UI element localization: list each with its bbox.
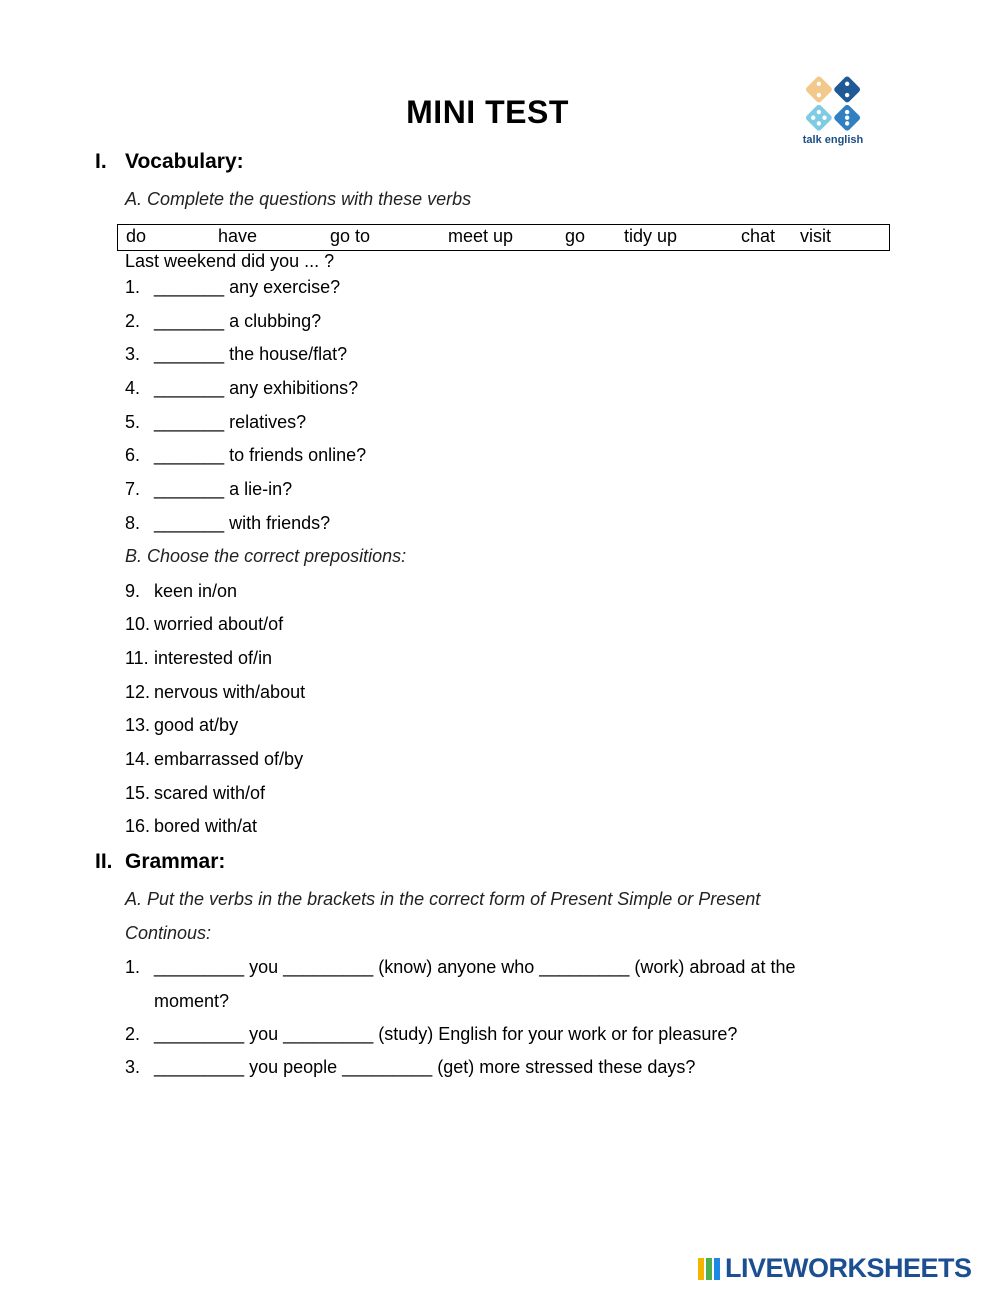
word-bank-item: do [126, 226, 147, 246]
word-bank-item: go to [330, 226, 371, 246]
item-number: 15. [125, 783, 151, 803]
grammar-question-1-continuation: moment? [154, 991, 230, 1011]
item-text: _______ to friends online? [154, 445, 367, 465]
liveworksheets-logo-icon [698, 1258, 720, 1280]
item-text: embarrassed of/by [154, 749, 304, 769]
grammar-part-a-instruction-line2: Continous: [125, 923, 212, 943]
item-number: 14. [125, 749, 151, 769]
vocab-part-b-instruction: B. Choose the correct prepositions: [125, 546, 407, 566]
item-text: interested of/in [154, 648, 273, 668]
item-number: 16. [125, 816, 151, 836]
word-bank-item: visit [800, 226, 831, 246]
item-text: nervous with/about [154, 682, 306, 702]
item-text: _________ you _________ (study) English for your work or for pleasure? [154, 1024, 738, 1044]
section-label: Grammar: [125, 850, 226, 873]
item-number: 1. [125, 957, 141, 977]
item-text: worried about/of [154, 614, 284, 634]
page-title: MINI TEST [406, 94, 569, 130]
item-number: 7. [125, 479, 141, 499]
section-vocabulary-heading [95, 150, 395, 176]
item-number: 12. [125, 682, 151, 702]
section-grammar-heading [95, 850, 395, 876]
item-number: 8. [125, 513, 141, 533]
logo-text: talk english [802, 134, 864, 146]
word-bank-item: meet up [448, 226, 514, 246]
item-text: _______ relatives? [154, 412, 307, 432]
liveworksheets-footer-logo [698, 1253, 994, 1285]
item-number: 3. [125, 1057, 141, 1077]
word-bank-box [117, 224, 890, 251]
vocab-part-a-instruction: A. Complete the questions with these verbs [125, 189, 472, 209]
dice-logo-icon [798, 76, 868, 134]
item-text: _________ you _________ (know) anyone who _________ (work) abroad at the [154, 957, 796, 977]
section-number: II. [95, 850, 113, 873]
item-text: _______ a lie-in? [154, 479, 293, 499]
item-number: 10. [125, 614, 151, 634]
item-text: keen in/on [154, 581, 238, 601]
section-label: Vocabulary: [125, 150, 244, 173]
item-text: _________ you people _________ (get) more stressed these days? [154, 1057, 696, 1077]
item-text: _______ the house/flat? [154, 344, 348, 364]
item-text: scared with/of [154, 783, 266, 803]
item-number: 4. [125, 378, 141, 398]
item-number: 5. [125, 412, 141, 432]
word-bank-item: have [218, 226, 258, 246]
word-bank-item: tidy up [624, 226, 678, 246]
item-number: 1. [125, 277, 141, 297]
item-text: _______ a clubbing? [154, 311, 322, 331]
word-bank-item: chat [741, 226, 776, 246]
item-number: 2. [125, 1024, 141, 1044]
item-number: 2. [125, 311, 141, 331]
item-number: 11. [125, 648, 149, 668]
word-bank-item: go [565, 226, 586, 246]
item-text: _______ any exercise? [154, 277, 341, 297]
item-number: 13. [125, 715, 151, 735]
vocab-lead-sentence: Last weekend did you ... ? [125, 251, 335, 271]
item-text: good at/by [154, 715, 239, 735]
liveworksheets-brand-text: LIVEWORKSHEETS [725, 1253, 972, 1283]
item-text: bored with/at [154, 816, 258, 836]
item-number: 3. [125, 344, 141, 364]
item-number: 9. [125, 581, 141, 601]
talk-english-logo [798, 76, 868, 150]
item-text: _______ with friends? [154, 513, 331, 533]
grammar-part-a-instruction-line1: A. Put the verbs in the brackets in the correct form of Present Simple or Present [125, 889, 761, 909]
section-number: I. [95, 150, 107, 173]
item-number: 6. [125, 445, 141, 465]
item-text: _______ any exhibitions? [154, 378, 359, 398]
